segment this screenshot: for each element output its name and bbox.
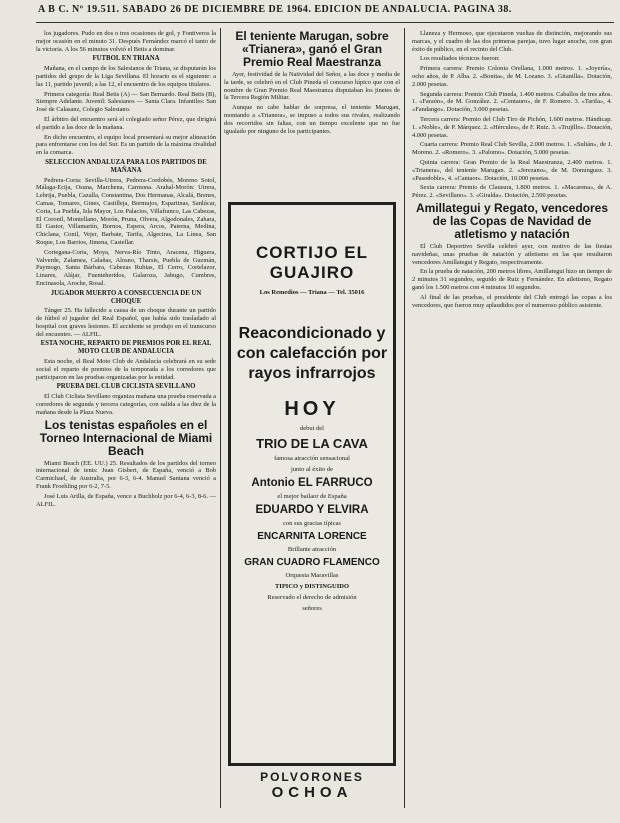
- article-text: Al final de las pruebas, el presidente del Club entregó las copas a los vencedores, que fueron muy aplaudidos por el numeroso público asistente.: [412, 293, 612, 309]
- ad-cuadro: GRAN CUADRO FLAMENCO: [244, 557, 380, 568]
- column-2: [224, 30, 400, 198]
- ad-orquesta: Orquesta Maravillas: [285, 572, 339, 579]
- ad-tipico: TIPICO y DISTINGUIDO: [274, 583, 350, 590]
- polvorones-line1: POLVORONES: [260, 770, 364, 784]
- header-rule: [36, 22, 614, 23]
- article-text: Pedrera-Coria: Sevilla-Utrera, Pedrera-Cordobés, Moreno Sotol, Málaga-Ecija, Osuna, Marchena, Carmona. Arahal-Morón: Utrera, Lebrija, Puebla, Cazalla, Constantina, Dos Hermanas, Alcalá, Brenes, Camas, Tomares, Gines, Castilleja, Bormujos, Espartinas, Sanlúcar, Coria, La Puebla, Isla Mayor, Los Palacios, Villafranco, Las Cabezas, El Coronil, Montellano, Morón, Pruna, Olvera, Algodonales, Zahara, El Gastor, Villamartín, Bornos, Espera, Arcos, Paterna, Medina, Chiclana, Conil, Vejer, Barbate, Tarifa, Algeciras, La Línea, San Roque, Los Barrios, Jimena, Castellar.: [36, 176, 216, 246]
- section-title: FUTBOL EN TRIANA: [92, 55, 160, 63]
- article-text: José Luis Arilla, de España, vence a Buchholz por 6-4, 6-3, 8-6. — ALFIL.: [36, 492, 216, 508]
- ad-brillante: Brillante atracción: [287, 546, 337, 553]
- ad-derecho: Reservado el derecho de admisión: [267, 594, 357, 601]
- page-header: A B C. Nº 19.511. SABADO 26 DE DICIEMBRE DE 1964. EDICION DE ANDALUCIA. PAGINA 38.: [38, 4, 512, 15]
- ad-encarnita: ENCARNITA LORENCE: [257, 531, 367, 542]
- article-text: Llaneza y Hermoso, que ejecutaron vueltas de distinción, mejorando sus marcas, y el cuadro de las dos primeras parejas, tuvo lugar anoche, con gran éxito de público, en el recinto del Club.: [412, 30, 612, 53]
- ad-junto: junto al éxito de: [290, 466, 334, 473]
- polvorones-ad: [228, 770, 396, 808]
- section-title: ESTA NOCHE, REPARTO DE PREMIOS POR EL REAL MOTO CLUB DE ANDALUCIA: [40, 340, 212, 356]
- ad-trio-desc: famosa atracción sensacional: [274, 455, 350, 462]
- article-text: Esta noche, el Real Moto Club de Andalucía celebrará en su sede social el reparto de premios de la temporada a los corredores que participaron en las pruebas organizadas por la entidad.: [36, 358, 216, 381]
- cortijo-advertisement: [228, 202, 396, 766]
- ad-farruco: Antonio EL FARRUCO: [251, 477, 373, 489]
- equestrian-headline: El teniente Marugan, sobre «Trianera», ganó el Gran Premio Real Maestranza: [235, 30, 389, 69]
- article-text: Cuarta carrera: Premio Real Club Sevilla, 2.000 metros. 1. «Sultán», de J. Moreno. 2. «Romero». 3. «Palomo». Dotación, 5.000 pesetas.: [412, 141, 612, 157]
- article-text: El Club Deportivo Sevilla celebró ayer, con motivo de las fiestas navideñas, unas pruebas de natación y atletismo en las que resultaron vencedores Amillategui y Regato, respectivamente.: [412, 242, 612, 266]
- ad-sexo: señores: [302, 605, 322, 612]
- ad-trio: TRIO DE LA CAVA: [256, 436, 368, 451]
- article-text: Primera carrera: Premio Colonia Orellana, 1.000 metros. 1. «Joyería», ocho años, de P. Alba. 2. «Bonita», de M. Lozano. 3. «Gitanilla». Dotación, 2.000 pesetas.: [412, 65, 612, 88]
- article-text: Tánger 25. Ha fallecido a causa de un choque durante un partido de fútbol el jugador del Real Español, que había sido trasladado al hospital con graves lesiones. El accidente se produjo en el transcurso del encuentro. — ALFIL.: [36, 307, 216, 338]
- article-text: El Club Ciclista Sevillano organiza mañana una prueba reservada a corredores de segunda y tercera categorías, con salida a las diez de la mañana desde la Plaza Nueva.: [36, 393, 216, 416]
- article-text: Segunda carrera: Premio Club Pineda, 1.400 metros. Caballos de tres años. 1. «Faraón», de M. González. 2. «Centauro», de F. Romero. 3. «Tarifa», 4. «Fandango». Dotación, 3.000 pesetas.: [412, 90, 612, 114]
- tennis-headline: Los tenistas españoles en el Torneo Internacional de Miami Beach: [39, 417, 213, 458]
- article-text: Sexta carrera: Premio de Clausura, 1.800 metros. 1. «Macarena», de A. Pérez. 2. «Sevillano». 3. «Giralda». Dotación, 2.500 pesetas.: [412, 184, 612, 200]
- article-text: los jugadores. Pudo en dos o tres ocasiones de gol, y Fontiveros la mejor ocasión en el minuto 31. Después Fernández marcó el tanto de la victoria. A los 56 minutos volvió el Betis a dominar.: [36, 30, 216, 53]
- ad-pareja-desc: con sus gracias típicas: [283, 520, 341, 527]
- article-text: Miami Beach (EE. UU.) 25. Resultados de los partidos del torneo internacional de tenis: Juan Gisbert, de España, venció a Bob Carmichael, de Australia, por 6-3, 6-4. Manuel Santana venció a Frank Froehling por 6-2, 7-5.: [36, 459, 216, 491]
- article-text: Aunque no cabe hablar de sorpresa, el teniente Marugan, montando a «Trianera», se impuso a todos sus rivales, realizando dos recorridos sin faltas, con un tiempo excelente que no fue igualado por ninguno de los participantes.: [224, 104, 400, 135]
- ad-title: CORTIJO EL GUAJIRO: [255, 243, 368, 282]
- article-text: Mañana, en el campo de los Salesianos de Triana, se disputarán los partidos del grupo de la Liga Sevillana. El horario es el siguiente: a las 11, partido juvenil; a las 12, el encuentro de los equipos titulares.: [36, 65, 216, 88]
- column-divider: [220, 28, 221, 808]
- column-3: [412, 30, 612, 820]
- article-text: Primera categoría: Real Betis (A) — San Bernardo. Real Betis (B), Siempre Adelante. Juvenil: Salesianos — Santa Clara. Infantiles: San José de Calasanz, Colegio Salesiano.: [36, 90, 216, 114]
- article-text: Ayer, festividad de la Natividad del Señor, a las doce y media de la tarde, se celebró en el Club Pineda el concurso hípico que con el nombre de Gran Premio Real Maestranza disputaban los jinetes de la Tercera Región Militar.: [224, 71, 400, 102]
- ad-slogan: Reacondicionado y con calefacción por rayos infrarrojos: [236, 325, 388, 382]
- article-text: El árbitro del encuentro será el colegiado señor Pérez, que dirigirá el partido a las doce de la mañana.: [36, 115, 216, 131]
- section-title: SELECCION ANDALUZA PARA LOS PARTIDOS DE MAÑANA: [45, 158, 207, 174]
- column-1: [36, 30, 216, 800]
- article-text: Cortegana-Coria, Moya, Nerva-Río Tinto, Aracena, Higuera, Valverde, Zalamea, Calañas, Alosno, Tharsis, Puebla de Guzmán, Paymogo, Santa Bárbara, Cabezas Rubias, El Cerro, Cortelazor, Linares, Alájar, Fuenteheridos, Galaroza, Jabugo, Cumbres, Encinasola, Aroche, Rosal.: [36, 248, 216, 287]
- ad-debut: debut del: [299, 425, 324, 432]
- polvorones-line2: OCHOA: [271, 784, 353, 801]
- article-text: Los resultados técnicos fueron:: [420, 55, 500, 63]
- article-text: Quinta carrera: Gran Premio de la Real Maestranza, 2.400 metros. 1. «Trianera», del teniente Marugan. 2. «Jerezano», de M. Domínguez. 3. «Pasodoble», 4. «Cantaor». Dotación, 10.000 pesetas.: [412, 158, 612, 182]
- athletics-headline: Amillategui y Regato, vencedores de las Copas de Navidad de atletismo y natación: [415, 200, 609, 241]
- article-text: En dicho encuentro, el equipo local presentará su mejor alineación para enfrentarse con los del Sur. Es un partido de la máxima rivalidad en la comarca.: [36, 133, 216, 157]
- ad-hoy: HOY: [284, 398, 340, 420]
- ad-location: Los Remedios — Triana — Tel. 35016: [259, 289, 365, 296]
- column-divider: [404, 28, 405, 808]
- section-title: PRUEBA DEL CLUB CICLISTA SEVILLANO: [56, 383, 196, 391]
- ad-mejor: el mejor bailaor de España: [277, 493, 347, 500]
- article-text: En la prueba de natación, 200 metros libres, Amillategui hizo un tiempo de 2 minutos 31 segundos, seguido de Ruiz y Fernández. En atletismo, Regato ganó los 1.500 metros con 4 minutos 10 segundos.: [412, 268, 612, 291]
- ad-pareja: EDUARDO Y ELVIRA: [255, 504, 369, 516]
- article-text: Tercera carrera: Premio del Club Tiro de Pichón, 1.600 metros. Hándicap. 1. «Noble», de P. Márquez. 2. «Hércules», de F. Ruiz. 3. «Trujillo». Dotación, 4.000 pesetas.: [412, 115, 612, 139]
- section-title: JUGADOR MUERTO A CONSECUENCIA DE UN CHOQUE: [50, 289, 202, 305]
